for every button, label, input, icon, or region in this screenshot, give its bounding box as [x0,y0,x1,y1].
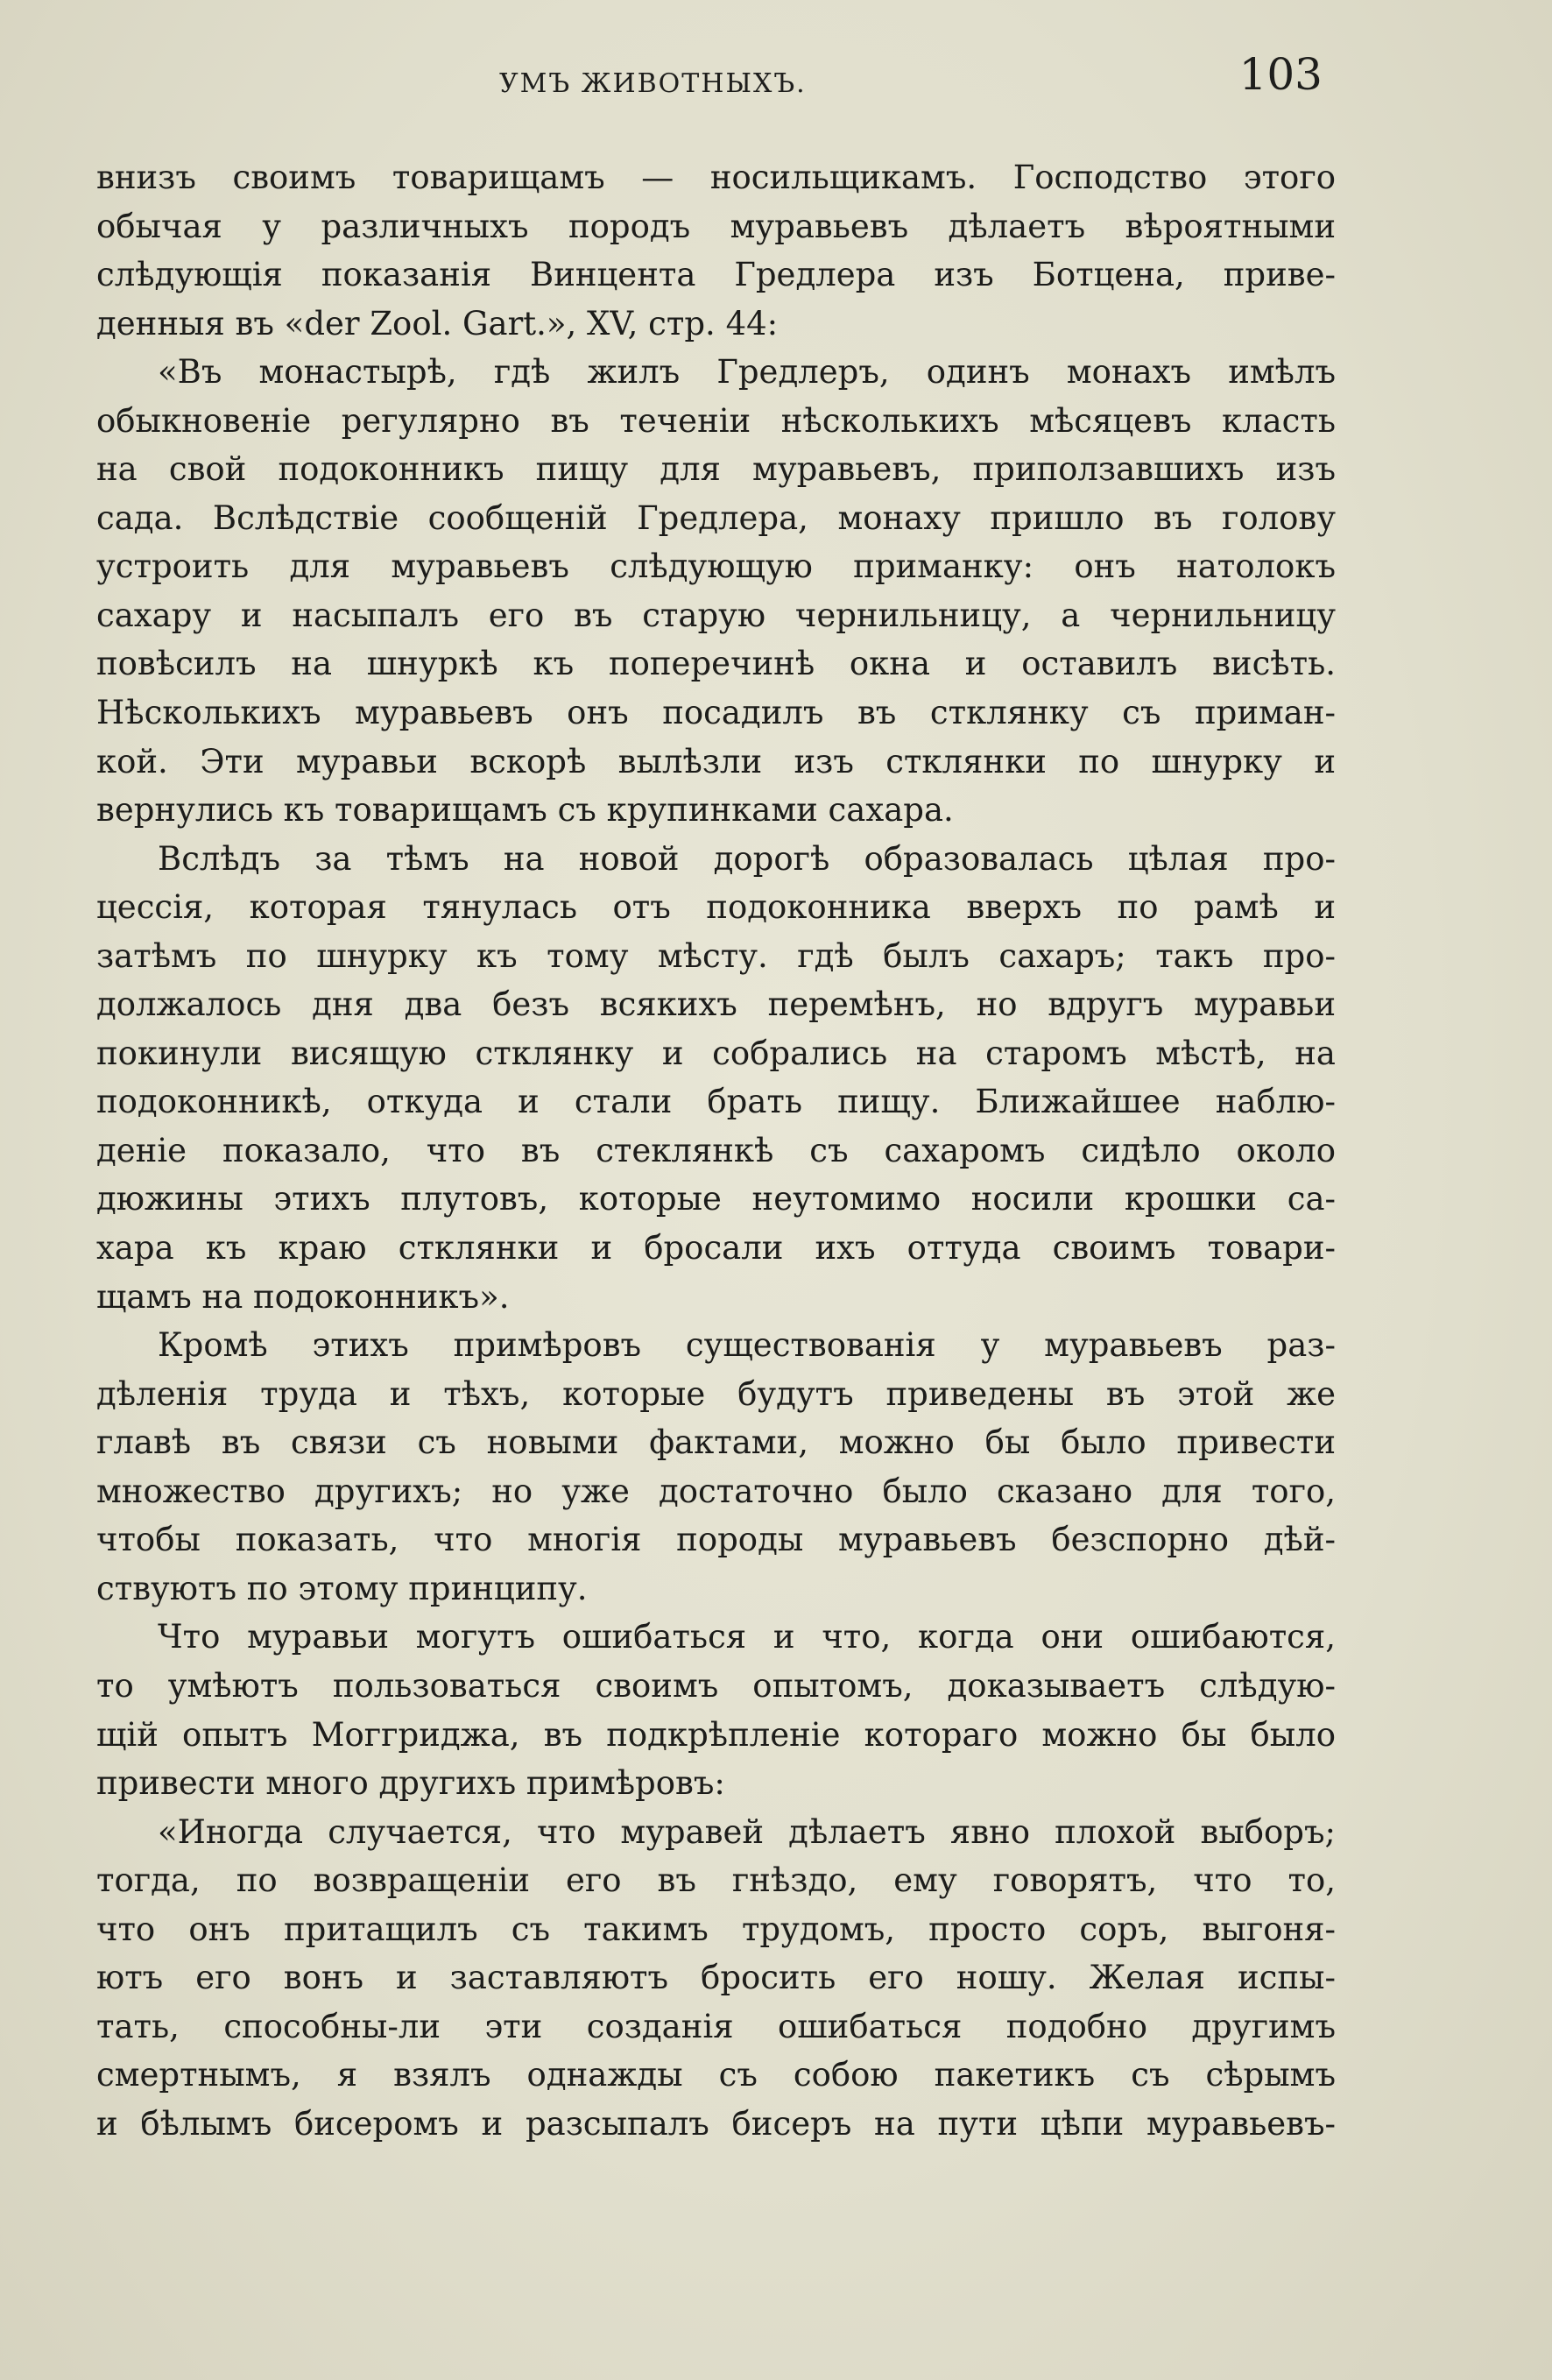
text-line: подоконникѣ, откуда и стали брать пищу. Ближайшее наблю- [96,1083,1336,1121]
text-line: деніе показало, что въ стеклянкѣ съ сахаромъ сидѣло около [96,1131,1336,1169]
text-line: смертнымъ, я взялъ однажды съ собою пакетикъ съ сѣрымъ [96,2056,1336,2094]
text-line: повѣсилъ на шнуркѣ къ поперечинѣ окна и оставилъ висѣть. [96,645,1336,683]
text-line: цессія, которая тянулась отъ подоконника вверхъ по рамѣ и [96,888,1336,927]
text-line: то умѣютъ пользоваться своимъ опытомъ, доказываетъ слѣдую- [96,1666,1336,1705]
page-number: 103 [1238,49,1323,100]
text-line: вернулись къ товарищамъ съ крупинками сахара. [96,791,954,830]
text-line: затѣмъ по шнурку къ тому мѣсту. гдѣ былъ сахаръ; такъ про- [96,936,1336,975]
text-line: «Иногда случается, что муравей дѣлаетъ явно плохой выборъ; [158,1812,1336,1851]
text-line: сахару и насыпалъ его въ старую чернильницу, а чернильницу [96,596,1336,634]
text-line: что онъ притащилъ съ такимъ трудомъ, просто соръ, выгоня- [96,1910,1336,1948]
text-line: щій опытъ Моггриджа, въ подкрѣпленіе котораго можно бы было [96,1715,1336,1754]
text-line: «Въ монастырѣ, гдѣ жилъ Гредлеръ, одинъ монахъ имѣлъ [158,353,1336,392]
page-header [96,44,1323,114]
text-line: обыкновеніе регулярно въ теченіи нѣсколькихъ мѣсяцевъ класть [96,401,1336,440]
text-line: на свой подоконникъ пищу для муравьевъ, приползавшихъ изъ [96,450,1336,489]
text-line: тогда, по возвращеніи его въ гнѣздо, ему говорятъ, что то, [96,1861,1336,1900]
text-line: Кромѣ этихъ примѣровъ существованія у муравьевъ раз- [158,1326,1336,1365]
text-line: чтобы показать, что многія породы муравьевъ безспорно дѣй- [96,1521,1336,1559]
text-line: Нѣсколькихъ муравьевъ онъ посадилъ въ стклянку съ приман- [96,694,1336,732]
text-line: ствуютъ по этому принципу. [96,1569,588,1607]
text-line: главѣ въ связи съ новыми фактами, можно бы было привести [96,1423,1336,1462]
text-line: устроить для муравьевъ слѣдующую приманку: онъ натолокъ [96,547,1336,586]
text-line: сада. Вслѣдствіе сообщеній Гредлера, монаху пришло въ голову [96,498,1336,537]
text-line: щамъ на подоконникъ». [96,1277,510,1316]
text-line: Что муравьи могутъ ошибаться и что, когда они ошибаются, [158,1618,1336,1656]
text-line: обычая у различныхъ породъ муравьевъ дѣлаетъ вѣроятными [96,207,1336,245]
text-line: слѣдующія показанія Винцента Гредлера изъ Ботцена, приве- [96,256,1336,294]
body-text [96,153,1336,2148]
text-line: денныя въ «der Zool. Gart.», XV, стр. 44: [96,304,779,343]
text-line: хара къ краю стклянки и бросали ихъ оттуда своимъ товари- [96,1229,1336,1268]
text-line: покинули висящую стклянку и собрались на старомъ мѣстѣ, на [96,1034,1336,1072]
text-line: ютъ его вонъ и заставляютъ бросить его ношу. Желая испы- [96,1959,1336,1997]
text-line: привести много другихъ примѣровъ: [96,1764,725,1803]
text-line: дюжины этихъ плутовъ, которые неутомимо носили крошки са- [96,1180,1336,1218]
text-line: должалось дня два безъ всякихъ перемѣнъ, но вдругъ муравьи [96,985,1336,1024]
text-line: Вслѣдъ за тѣмъ на новой дорогѣ образовалась цѣлая про- [158,839,1336,878]
running-title: УМЪ ЖИВОТНЫХЪ. [499,68,807,99]
text-line: кой. Эти муравьи вскорѣ вылѣзли изъ стклянки по шнурку и [96,742,1336,780]
text-line: дѣленія труда и тѣхъ, которые будутъ приведены въ этой же [96,1374,1336,1413]
text-line: и бѣлымъ бисеромъ и разсыпалъ бисеръ на пути цѣпи муравьевъ- [96,2104,1336,2143]
text-line: множество другихъ; но уже достаточно было сказано для того, [96,1472,1336,1510]
text-line: тать, способны-ли эти созданія ошибаться подобно другимъ [96,2007,1336,2045]
text-line: внизъ своимъ товарищамъ — носильщикамъ. Господство этого [96,159,1336,196]
